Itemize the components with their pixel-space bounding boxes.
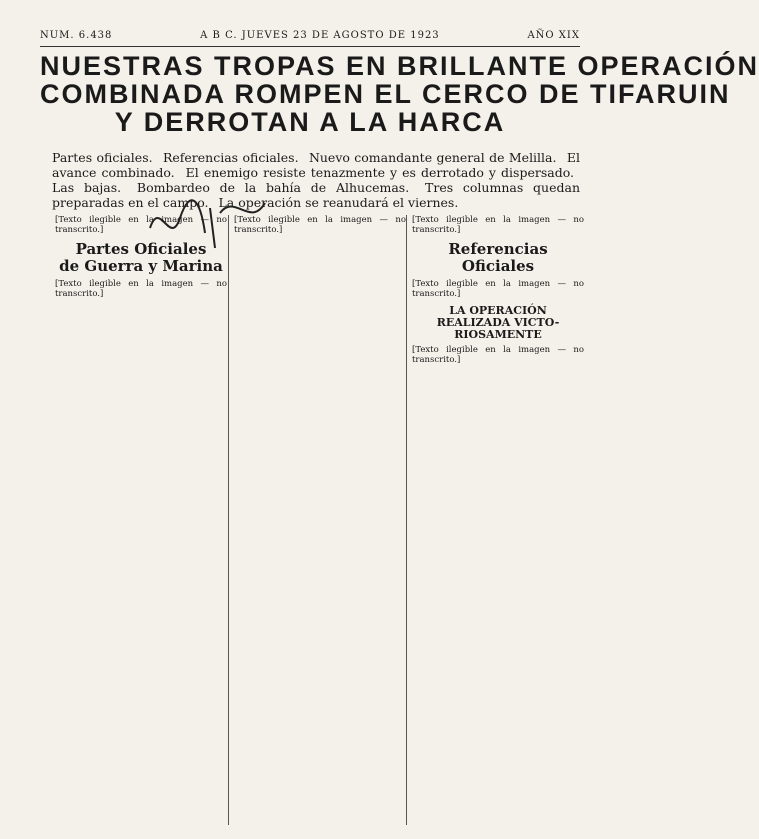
column-3-body-top: [Texto ilegible en la imagen — no transcrito.] [412,215,584,235]
subhead: Bombardeo de la bahía de Alhucemas. [136,180,410,195]
subhead: Nuevo comandante general de Melilla. [308,150,557,165]
column-2-body: [Texto ilegible en la imagen — no transcrito.] [234,215,406,235]
section-title-operacion: LA OPERACIÓN REALIZADA VICTO- RIOSAMENTE [436,304,560,341]
headline-line-1: NUESTRAS TROPAS EN BRILLANTE OPERACIÓN [40,51,759,81]
issue-number: NUM. 6.438 [40,29,113,41]
subheads [52,150,580,210]
subhead: El enemigo resiste tenazmente y es derrotado y dispersado. [185,165,574,180]
masthead [40,28,580,42]
section-title-referencias: Referencias Oficiales [448,240,548,275]
headline-line-3: Y DERROTAN A LA HARCA [114,107,506,137]
column-1-body: [Texto ilegible en la imagen — no transcrito.] [55,279,227,299]
column-2 [234,215,406,239]
subhead: Las bajas. [52,180,122,195]
column-divider [228,215,229,825]
column-divider [406,215,407,825]
subhead: La operación se reanudará el viernes. [218,195,459,210]
column-3-body-mid: [Texto ilegible en la imagen — no transcrito.] [412,279,584,299]
column-1-intro: [Texto ilegible en la imagen — no transcrito.] [55,215,227,235]
headline-line-2: COMBINADA ROMPEN EL CERCO DE TIFARUIN [40,79,731,109]
masthead-divider [40,46,580,47]
column-1 [55,215,227,303]
column-3-body-bottom: [Texto ilegible en la imagen — no transcrito.] [412,345,584,365]
dateline: A B C. JUEVES 23 DE AGOSTO DE 1923 [200,29,440,41]
main-headline [40,51,759,137]
subhead: El avance combinado. [52,150,580,180]
column-3 [412,215,584,369]
subhead: Partes oficiales. [52,150,153,165]
subhead: Tres columnas quedan preparadas en el campo. [52,180,580,210]
subhead: Referencias oficiales. [162,150,299,165]
section-title-partes: Partes Oficiales de Guerra y Marina [59,240,223,275]
year-label: AÑO XIX [527,29,580,41]
